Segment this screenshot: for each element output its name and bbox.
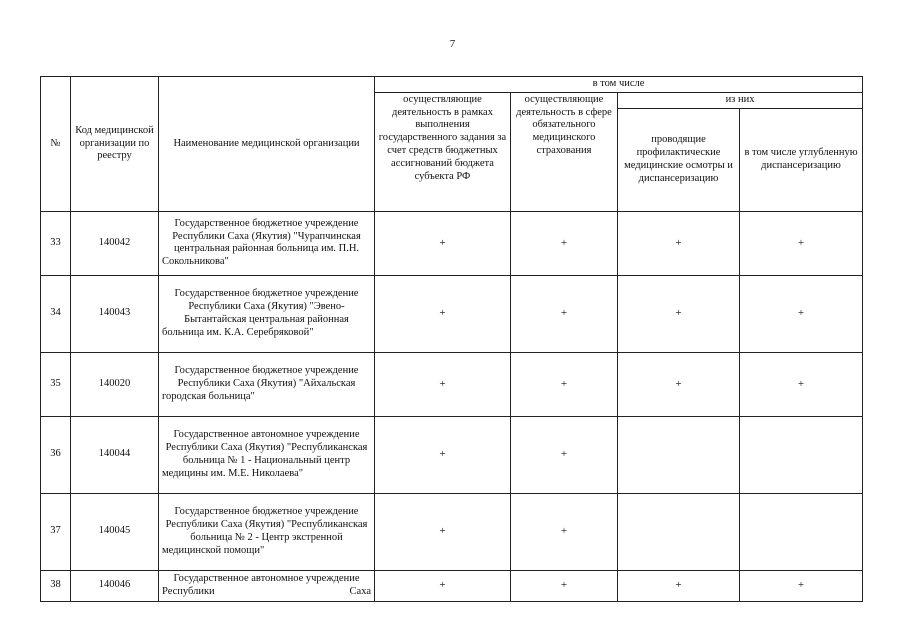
table-row xyxy=(41,570,863,601)
row-code: 140020 xyxy=(71,352,159,416)
row-budget-mark: + xyxy=(375,570,511,601)
row-budget-mark: + xyxy=(375,275,511,352)
row-deep-mark: + xyxy=(740,275,863,352)
row-prof-mark: + xyxy=(618,570,740,601)
registry-table xyxy=(40,76,863,602)
header-deep: в том числе углубленную диспансеризацию xyxy=(740,108,863,211)
header-oms: осуществляющие деятельность в сфере обязательного медицинского страхования xyxy=(511,92,618,211)
table-row xyxy=(41,275,863,352)
table-row xyxy=(41,352,863,416)
row-oms-mark: + xyxy=(511,416,618,493)
row-code: 140042 xyxy=(71,211,159,275)
row-prof-mark xyxy=(618,493,740,570)
row-code: 140043 xyxy=(71,275,159,352)
row-oms-mark: + xyxy=(511,275,618,352)
row-name: Государственное бюджетное учреждение Республики Саха (Якутия) "Айхальская городская больница" xyxy=(159,352,375,416)
table-row xyxy=(41,416,863,493)
header-code: Код медицинской организации по реестру xyxy=(71,77,159,212)
row-budget-mark: + xyxy=(375,352,511,416)
row-oms-mark: + xyxy=(511,570,618,601)
header-name: Наименование медицинской организации xyxy=(159,77,375,212)
header-prof: проводящие профилактические медицинские осмотры и диспансеризацию xyxy=(618,108,740,211)
row-oms-mark: + xyxy=(511,352,618,416)
row-code: 140046 xyxy=(71,570,159,601)
row-number: 36 xyxy=(41,416,71,493)
row-number: 38 xyxy=(41,570,71,601)
row-name: Государственное бюджетное учреждение Республики Саха (Якутия) "Республиканская больница № 2 - Центр экстренной медицинской помощи" xyxy=(159,493,375,570)
row-number: 35 xyxy=(41,352,71,416)
row-prof-mark xyxy=(618,416,740,493)
row-prof-mark: + xyxy=(618,352,740,416)
row-number: 34 xyxy=(41,275,71,352)
row-oms-mark: + xyxy=(511,493,618,570)
row-code: 140044 xyxy=(71,416,159,493)
header-in-total: в том числе xyxy=(375,77,863,93)
row-name: Государственное бюджетное учреждение Республики Саха (Якутия) "Чурапчинская центральная районная больница им. П.Н. Сокольникова" xyxy=(159,211,375,275)
row-deep-mark xyxy=(740,493,863,570)
row-budget-mark: + xyxy=(375,416,511,493)
row-budget-mark: + xyxy=(375,211,511,275)
row-deep-mark xyxy=(740,416,863,493)
row-name: Государственное автономное учреждение Республики Саха xyxy=(159,570,375,601)
row-prof-mark: + xyxy=(618,211,740,275)
row-code: 140045 xyxy=(71,493,159,570)
table-row xyxy=(41,211,863,275)
table-row xyxy=(41,493,863,570)
header-of-them: из них xyxy=(618,92,863,108)
row-number: 33 xyxy=(41,211,71,275)
row-oms-mark: + xyxy=(511,211,618,275)
row-prof-mark: + xyxy=(618,275,740,352)
row-name: Государственное автономное учреждение Республики Саха (Якутия) "Республиканская больница № 1 - Национальный центр медицины им. М.Е. Николаева" xyxy=(159,416,375,493)
row-budget-mark: + xyxy=(375,493,511,570)
header-number: № xyxy=(41,77,71,212)
page-number: 7 xyxy=(449,38,456,50)
row-deep-mark: + xyxy=(740,352,863,416)
row-deep-mark: + xyxy=(740,211,863,275)
row-name: Государственное бюджетное учреждение Республики Саха (Якутия) "Эвено-Бытантайская центральная районная больница им. К.А. Серебряковой" xyxy=(159,275,375,352)
header-budget: осуществляющие деятельность в рамках выполнения государственного задания за счет средств бюджетных ассигнований бюджета субъекта РФ xyxy=(375,92,511,211)
row-number: 37 xyxy=(41,493,71,570)
row-deep-mark: + xyxy=(740,570,863,601)
